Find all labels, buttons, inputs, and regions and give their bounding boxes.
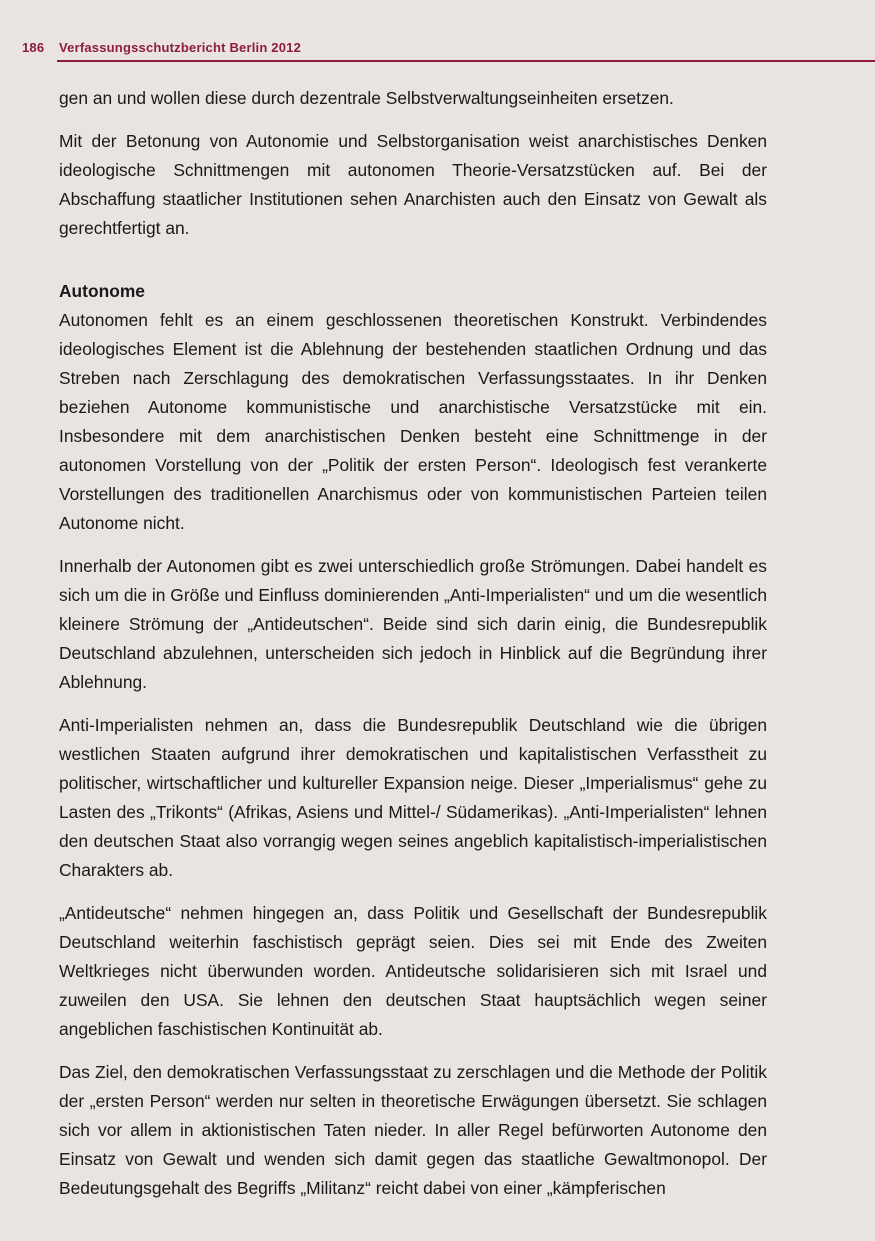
page-number: 186 [22,40,45,55]
paragraph-4: Innerhalb der Autonomen gibt es zwei unterschiedlich große Strömungen. Dabei handelt es sich um die in Größe und Einfluss dominierenden „Anti-Imperialisten“ und um die wesentlich kleinere Strömung der „Antideutschen“. Beide sind sich darin einig, die Bundesrepublik Deutschland abzulehnen, unterscheiden sich jedoch in Hinblick auf die Begründung ihrer Ablehnung. [59,556,767,692]
paragraph-1: gen an und wollen diese durch dezentrale Selbstverwaltungseinheiten ersetzen. [59,88,674,108]
header-rule [57,60,875,62]
page-header [0,0,875,64]
section-heading-autonome: Autonome [59,281,145,301]
paragraph-5: Anti-Imperialisten nehmen an, dass die Bundesrepublik Deutschland wie die übrigen westlichen Staaten aufgrund ihrer demokratischen und kapitalistischen Verfasstheit zu politischer, wirtschaftlicher und kultureller Expansion neige. Dieser „Imperialismus“ gehe zu Lasten des „Trikonts“ (Afrikas, Asiens und Mittel-/ Südamerikas). „Anti-Imperialisten“ lehnen den deutschen Staat also vorrangig wegen seines angeblich kapitalistisch-imperialistischen Charakters ab. [59,715,767,880]
paragraph-7: Das Ziel, den demokratischen Verfassungsstaat zu zerschlagen und die Methode der Politik der „ersten Person“ werden nur selten in theoretische Erwägungen übersetzt. Sie schlagen sich vor allem in aktionistischen Taten nieder. In aller Regel befürworten Autonome den Einsatz von Gewalt und wenden sich damit gegen das staatliche Gewaltmonopol. Der Bedeutungsgehalt des Begriffs „Militanz“ reicht dabei von einer „kämpferischen [59,1062,767,1198]
paragraph-3: Autonomen fehlt es an einem geschlossenen theoretischen Konstrukt. Verbindendes ideologisches Element ist die Ablehnung der bestehenden staatlichen Ordnung und das Streben nach Zerschlagung des demokratischen Verfassungsstaates. In ihr Denken beziehen Autonome kommunistische und anarchistische Versatzstücke mit ein. Insbesondere mit dem anarchistischen Denken besteht eine Schnittmenge in der autonomen Vorstellung von der „Politik der ersten Person“. Ideologisch fest verankerte Vorstellungen des traditionellen Anarchismus oder von kommunistischen Parteien teilen Autonome nicht. [59,310,767,533]
paragraph-6: „Antideutsche“ nehmen hingegen an, dass Politik und Gesellschaft der Bundesrepublik Deutschland weiterhin faschistisch geprägt seien. Dies sei mit Ende des Zweiten Weltkrieges nicht überwunden worden. Antideutsche solidarisieren sich mit Israel und zuweilen den USA. Sie lehnen den deutschen Staat hauptsächlich wegen seiner angeblichen faschistischen Kontinuität ab. [59,903,767,1039]
running-title: Verfassungsschutzbericht Berlin 2012 [59,40,302,55]
main-text [59,84,767,1217]
paragraph-2: Mit der Betonung von Autonomie und Selbstorganisation weist anarchistisches Denken ideologische Schnittmengen mit autonomen Theorie-Versatzstücken auf. Bei der Abschaffung staatlicher Institutionen sehen Anarchisten auch den Einsatz von Gewalt als gerechtfertigt an. [59,131,767,238]
